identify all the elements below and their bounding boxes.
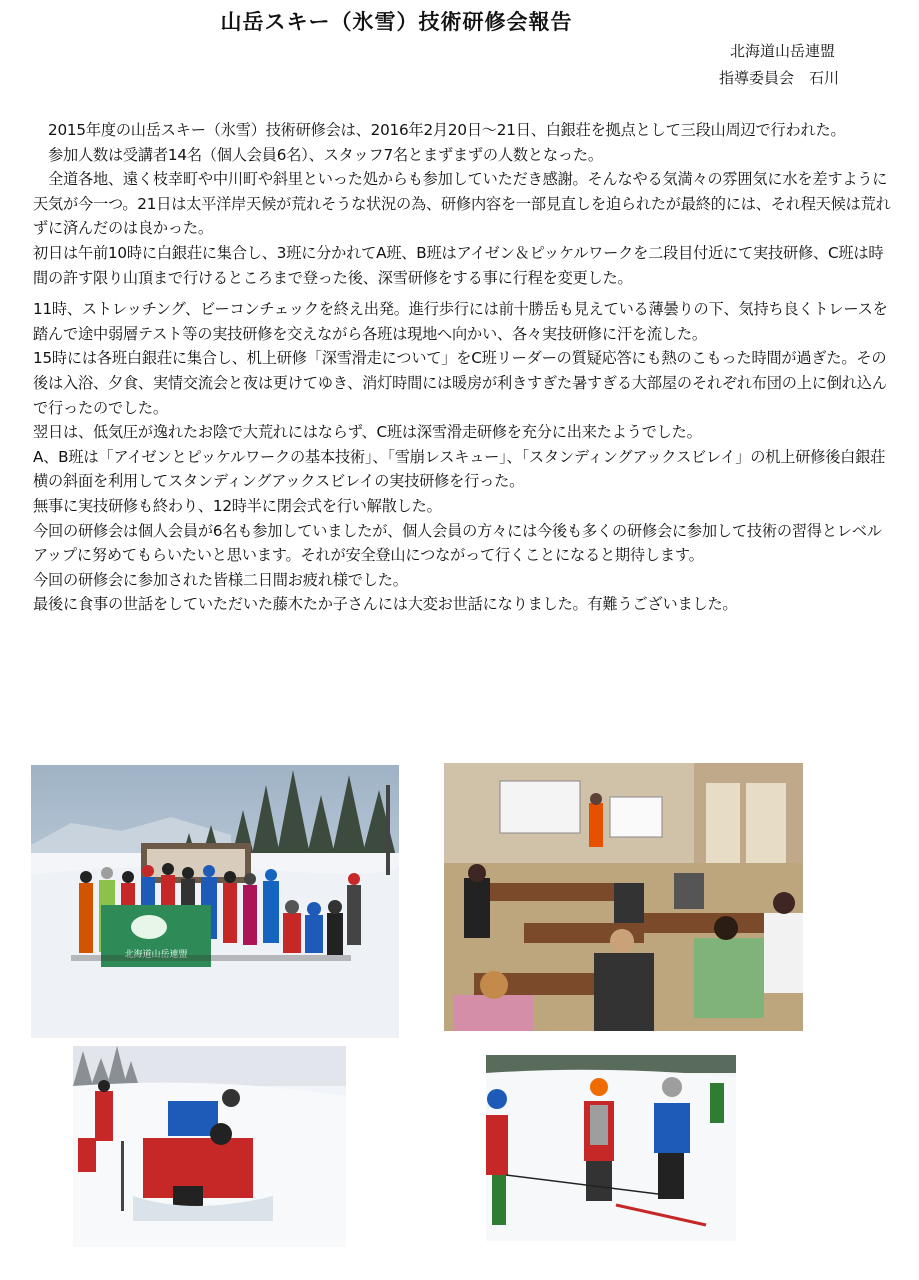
- group-photo: [31, 765, 399, 1038]
- rescue-photo: [73, 1046, 346, 1247]
- paragraph-members: 今回の研修会は個人会員が6名も参加していましたが、個人会員の方々には今後も多くの研修会に参加して技術の習得とレベルアップに努めてもらいたいと思います。それが安全登山につながって行くことになると期待します。: [33, 521, 882, 565]
- organization-name: 北海道山岳連盟: [729, 42, 835, 60]
- page-title: 山岳スキー（氷雪）技術研修会報告: [220, 10, 573, 34]
- paragraph-participants: 参加人数は受講者14名（個人会員6名）、スタッフ7名とまずまずの人数となった。: [33, 145, 603, 164]
- paragraph-closing: 無事に実技研修も終わり、12時半に閉会式を行い解散した。: [33, 496, 442, 515]
- paragraph-acknowledgement: 最後に食事の世話をしていただいた藤木たか子さんには大変お世話になりました。有難うございました。: [33, 595, 738, 614]
- report-body: [33, 118, 895, 617]
- paragraph-intro: 2015年度の山岳スキー（氷雪）技術研修会は、2016年2月20日～21日、白銀荘を拠点として三段山周辺で行われた。: [33, 121, 846, 139]
- belay-photo: [486, 1055, 736, 1241]
- paragraph-ab-groups: A、B班は「アイゼンとピッケルワークの基本技術」、「雪崩レスキュー」、「スタンディングアックスビレイ」の机上研修後白銀荘横の斜面を利用してスタンディングアックスビレイの実技研修を行った。: [33, 447, 886, 491]
- paragraph-departure: 11時、ストレッチング、ビーコンチェックを終え出発。進行歩行には前十勝岳も見えている薄曇りの下、気持ち良くトレースを踏んで途中弱層テスト等の実技研修を交えながら各班は現地へ向かい、各々実技研修に汗を流した。: [33, 300, 888, 343]
- paragraph-evening: 15時には各班白銀荘に集合し、机上研修「深雪滑走について」をC班リーダーの質疑応答にも熱のこもった時間が過ぎた。その後は入浴、夕食、実情交流会と夜は更けてゆき、消灯時間には暖房が利きすぎた暑すぎる大部屋のそれぞれ布団の上に倒れ込んで行ったのでした。: [33, 349, 887, 417]
- paragraph-weather: 全道各地、遠く枝幸町や中川町や斜里といった処からも参加していただき感謝。そんなやる気満々の雰囲気に水を差すように天気が今一つ。21日は太平洋岸天候が荒れそうな状況の為、研修内容を一部見直しを迫られたが最終的には、それ程天候は荒れずに済んだのは良かった。: [33, 170, 891, 238]
- lecture-photo: [444, 763, 803, 1031]
- paragraph-day2: 翌日は、低気圧が逸れたお陰で大荒れにはならず、C班は深雪滑走研修を充分に出来たようでした。: [33, 423, 702, 442]
- paragraph-day1: 初日は午前10時に白銀荘に集合し、3班に分かれてA班、B班はアイゼン＆ピッケルワークを二段目付近にて実技研修、C班は時間の許す限り山頂まで行けるところまで登った後、深雪研修をする事に行程を変更した。: [33, 243, 884, 287]
- flag-text: 北海道山岳連盟: [124, 950, 188, 960]
- author-name: 指導委員会 石川: [718, 69, 839, 87]
- paragraph-thanks: 今回の研修会に参加された皆様二日間お疲れ様でした。: [33, 570, 408, 589]
